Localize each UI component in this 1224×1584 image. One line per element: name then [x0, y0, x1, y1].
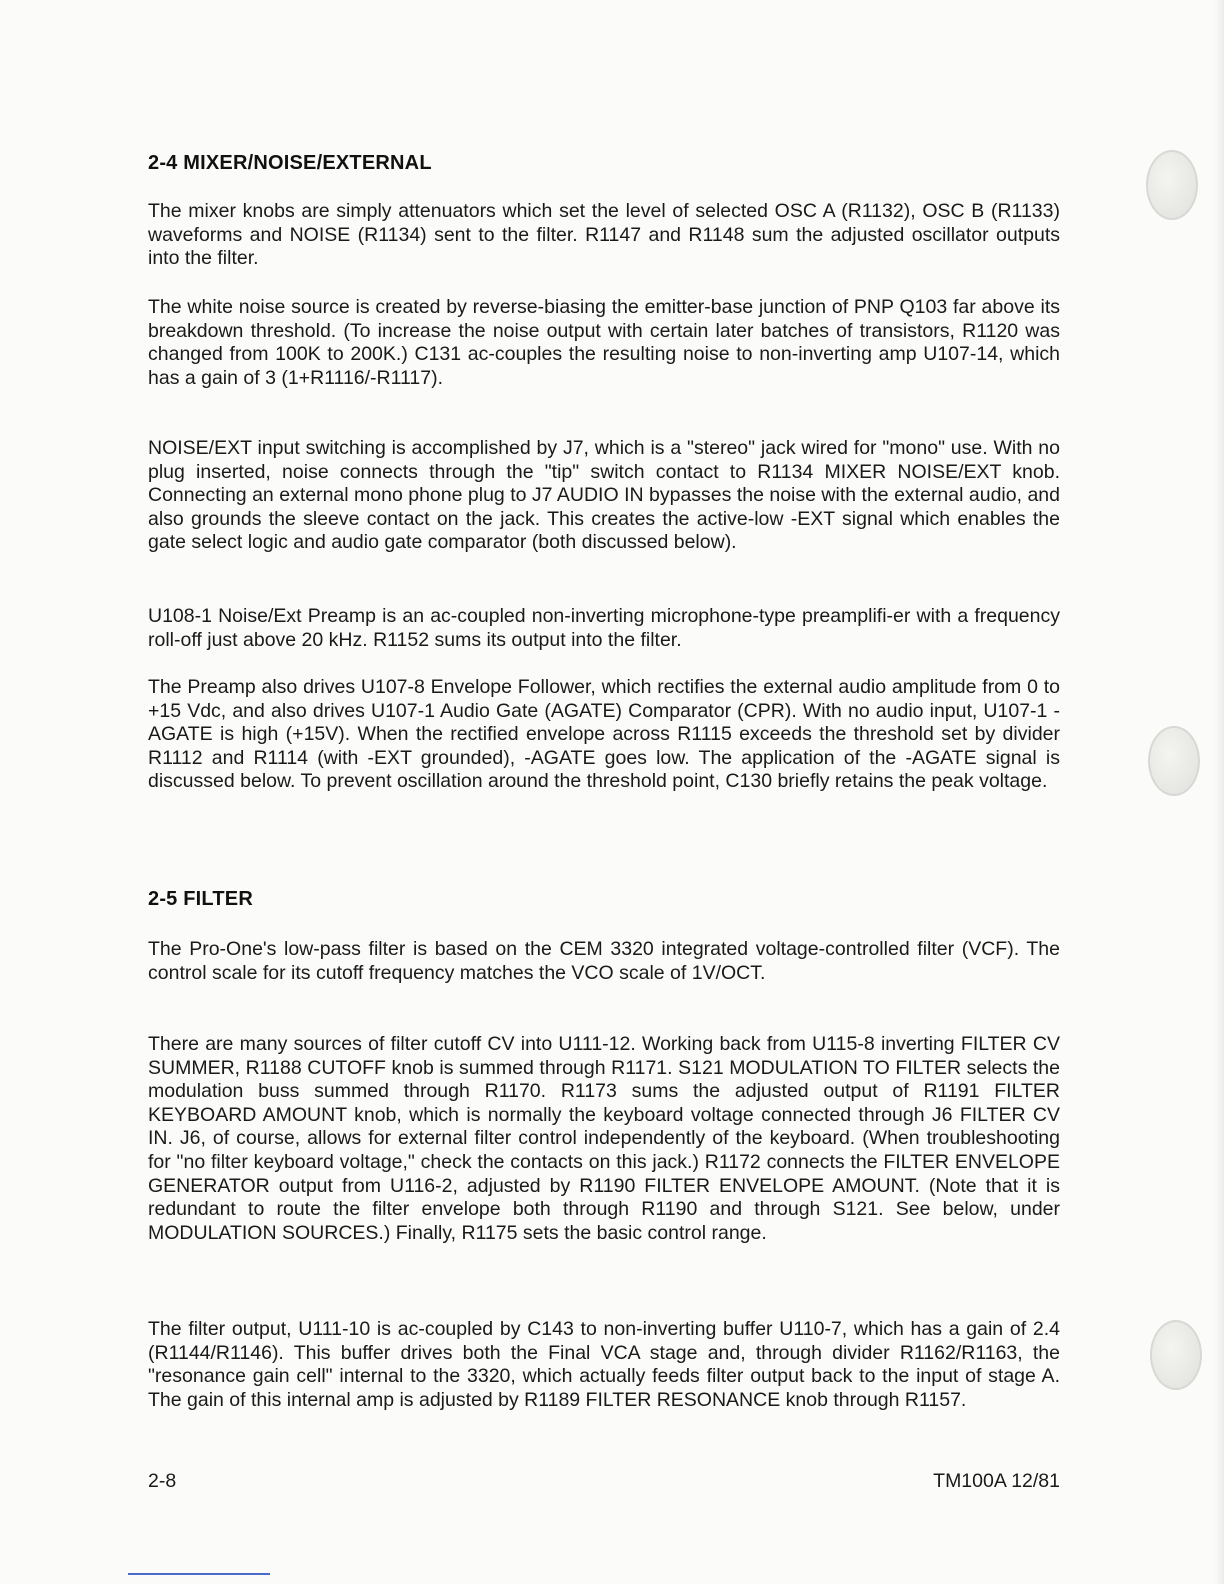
paragraph-white-noise: The white noise source is created by reverse-biasing the emitter-base junction of PNP Q103 far above its breakdown threshold. (To increase the noise output with certain later batches of transistors, R1120 was changed from 100K to 200K.) C131 ac-couples the resulting noise to non-inverting amp U107-14, which has a gain of 3 (1+R1116/-R1117).: [148, 296, 1060, 389]
paragraph-preamp: U108-1 Noise/Ext Preamp is an ac-coupled non-inverting microphone-type preamplifi-er with a frequency roll-off just above 20 kHz. R1152 sums its output into the filter.: [148, 605, 1060, 651]
paragraph-filter-output: The filter output, U111-10 is ac-coupled by C143 to non-inverting buffer U110-7, which has a gain of 2.4 (R1144/R1146). This buffer drives both the Final VCA stage and, through divider R1162/R1163, the "resonance gain cell" internal to the 3320, which actually feeds filter output back to the input of stage A. The gain of this internal amp is adjusted by R1189 FILTER RESONANCE knob through R1157.: [148, 1318, 1060, 1411]
document-id: TM100A 12/81: [933, 1470, 1060, 1492]
paragraph-low-pass-filter: The Pro-One's low-pass filter is based on the CEM 3320 integrated voltage-controlled filter (VCF). The control scale for its cutoff frequency matches the VCO scale of 1V/OCT.: [148, 938, 1060, 984]
paragraph-mixer-knobs: The mixer knobs are simply attenuators which set the level of selected OSC A (R1132), OSC B (R1133) waveforms and NOISE (R1134) sent to the filter. R1147 and R1148 sum the adjusted oscillator outputs into the filter.: [148, 200, 1060, 270]
section-heading-mixer: 2-4 MIXER/NOISE/EXTERNAL: [148, 152, 432, 174]
section-heading-filter: 2-5 FILTER: [148, 888, 253, 910]
binder-hole-middle: [1148, 726, 1200, 796]
page-number: 2-8: [148, 1470, 177, 1492]
paragraph-cutoff-cv: There are many sources of filter cutoff CV into U111-12. Working back from U115-8 inverting FILTER CV SUMMER, R1188 CUTOFF knob is summed through R1171. S121 MODULATION TO FILTER selects the modulation buss summed through R1170. R1173 sums the adjusted output of R1191 FILTER KEYBOARD AMOUNT knob, which is normally the keyboard voltage connected through J6 FILTER CV IN. J6, of course, allows for external filter control independently of the keyboard. (When troubleshooting for "no filter keyboard voltage," check the contacts on this jack.) R1172 connects the FILTER ENVELOPE GENERATOR output from U116-2, adjusted by R1190 FILTER ENVELOPE AMOUNT. (Note that it is redundant to route the filter envelope both through R1190 and through S121. See below, under MODULATION SOURCES.) Finally, R1175 sets the basic control range.: [148, 1033, 1060, 1244]
paragraph-noise-ext-switching: NOISE/EXT input switching is accomplished by J7, which is a "stereo" jack wired for "mono" use. With no plug inserted, noise connects through the "tip" switch contact to R1134 MIXER NOISE/EXT knob. Connecting an external mono phone plug to J7 AUDIO IN bypasses the noise with the external audio, and also grounds the sleeve contact on the jack. This creates the active-low -EXT signal which enables the gate select logic and audio gate comparator (both discussed below).: [148, 437, 1060, 554]
paragraph-envelope-follower: The Preamp also drives U107-8 Envelope Follower, which rectifies the external audio amplitude from 0 to +15 Vdc, and also drives U107-1 Audio Gate (AGATE) Comparator (CPR). With no audio input, U107-1 -AGATE is high (+15V). When the rectified envelope across R1115 exceeds the threshold set by divider R1112 and R1114 (with -EXT grounded), -AGATE goes low. The application of the -AGATE signal is discussed below. To prevent oscillation around the threshold point, C130 briefly retains the peak voltage.: [148, 676, 1060, 793]
binder-hole-top: [1146, 150, 1198, 220]
bottom-edge-mark: [128, 1573, 270, 1575]
binder-hole-bottom: [1150, 1320, 1202, 1390]
page-edge-shadow: [1214, 0, 1224, 1584]
